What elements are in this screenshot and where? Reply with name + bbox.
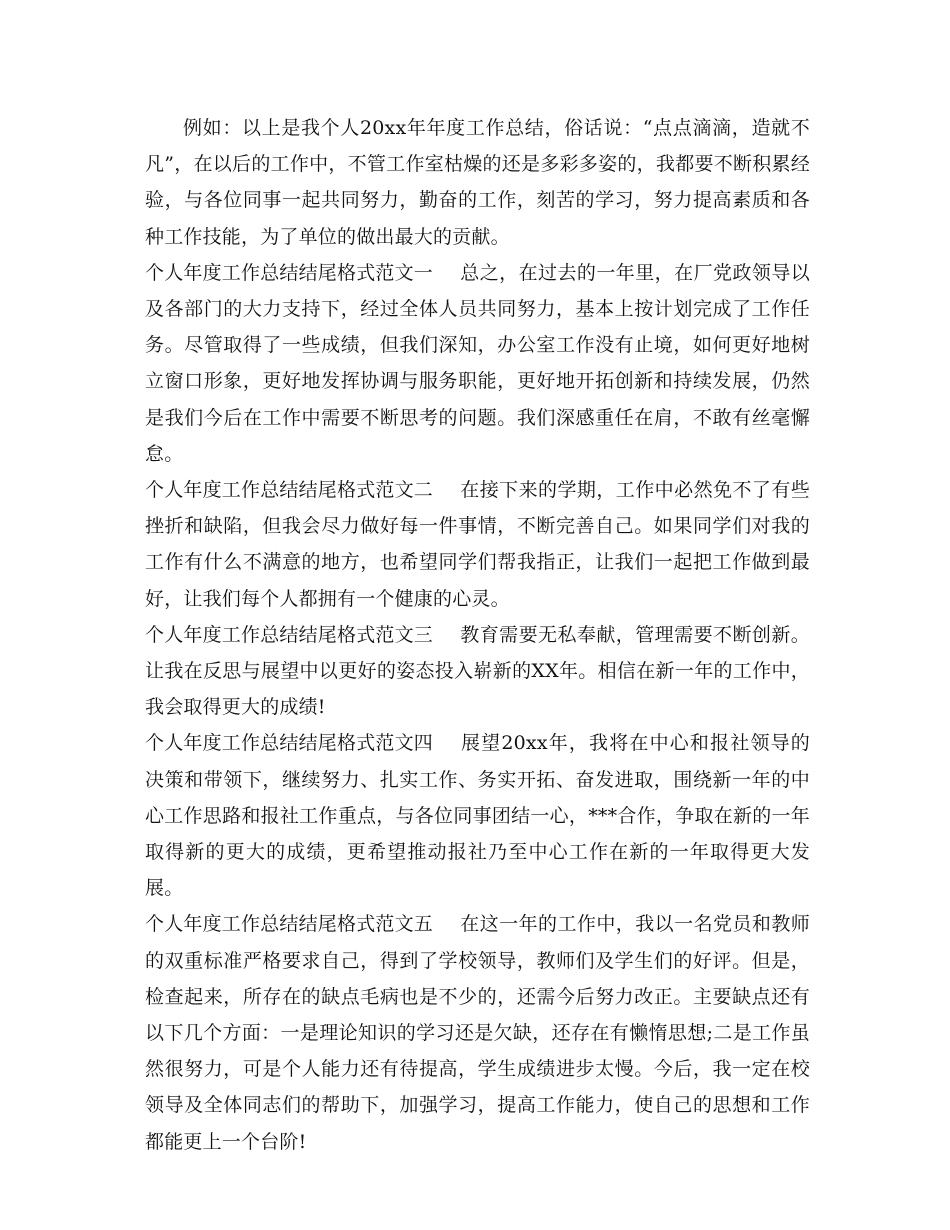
section-4-body: 展望20xx年，我将在中心和报社领导的决策和带领下，继续努力、扎实工作、务实开拓、奋发进取，围绕新一年的中心工作思路和报社工作重点，与各位同事团结一心，***合作，争取在新的一年取得新的更大的成绩，更希望推动报社乃至中心工作在新的一年取得更大发展。 — [145, 732, 810, 900]
section-3 — [145, 617, 810, 726]
section-1-title: 个人年度工作总结结尾格式范文一 — [145, 261, 434, 284]
section-3-body: 教育需要无私奉献，管理需要不断创新。让我在反思与展望中以更好的姿态投入崭新的XX年。相信在新一年的工作中，我会取得更大的成绩! — [145, 623, 810, 719]
section-2 — [145, 472, 810, 617]
section-5-title: 个人年度工作总结结尾格式范文五 — [145, 913, 434, 936]
document-body — [145, 110, 810, 1160]
section-1 — [145, 255, 810, 472]
section-2-body: 在接下来的学期，工作中必然免不了有些挫折和缺陷，但我会尽力做好每一件事情，不断完善自己。如果同学们对我的工作有什么不满意的地方，也希望同学们帮我指正，让我们一起把工作做到最好，让我们每个人都拥有一个健康的心灵。 — [145, 479, 810, 610]
intro-paragraph: 例如：以上是我个人20xx年年度工作总结，俗话说：“点点滴滴，造就不凡”，在以后的工作中，不管工作室枯燥的还是多彩多姿的，我都要不断积累经验，与各位同事一起共同努力，勤奋的工作，刻苦的学习，努力提高素质和各种工作技能，为了单位的做出最大的贡献。 — [145, 117, 810, 248]
section-5-body: 在这一年的工作中，我以一名党员和教师的双重标准严格要求自己，得到了学校领导，教师们及学生们的好评。但是，检查起来，所存在的缺点毛病也是不少的，还需今后努力改正。主要缺点还有以下几个方面：一是理论知识的学习还是欠缺，还存在有懒惰思想;二是工作虽然很努力，可是个人能力还有待提高，学生成绩进步太慢。今后，我一定在校领导及全体同志们的帮助下，加强学习，提高工作能力，使自己的思想和工作都能更上一个台阶! — [145, 913, 810, 1153]
section-5 — [145, 906, 810, 1159]
section-3-title: 个人年度工作总结结尾格式范文三 — [145, 623, 434, 646]
section-2-title: 个人年度工作总结结尾格式范文二 — [145, 479, 434, 502]
section-4 — [145, 725, 810, 906]
section-4-title: 个人年度工作总结结尾格式范文四 — [145, 732, 434, 755]
section-1-body: 总之，在过去的一年里，在厂党政领导以及各部门的大力支持下，经过全体人员共同努力，基本上按计划完成了工作任务。尽管取得了一些成绩，但我们深知，办公室工作没有止境，如何更好地树立窗口形象，更好地发挥协调与服务职能，更好地开拓创新和持续发展，仍然是我们今后在工作中需要不断思考的问题。我们深感重任在肩，不敢有丝毫懈怠。 — [145, 261, 810, 465]
